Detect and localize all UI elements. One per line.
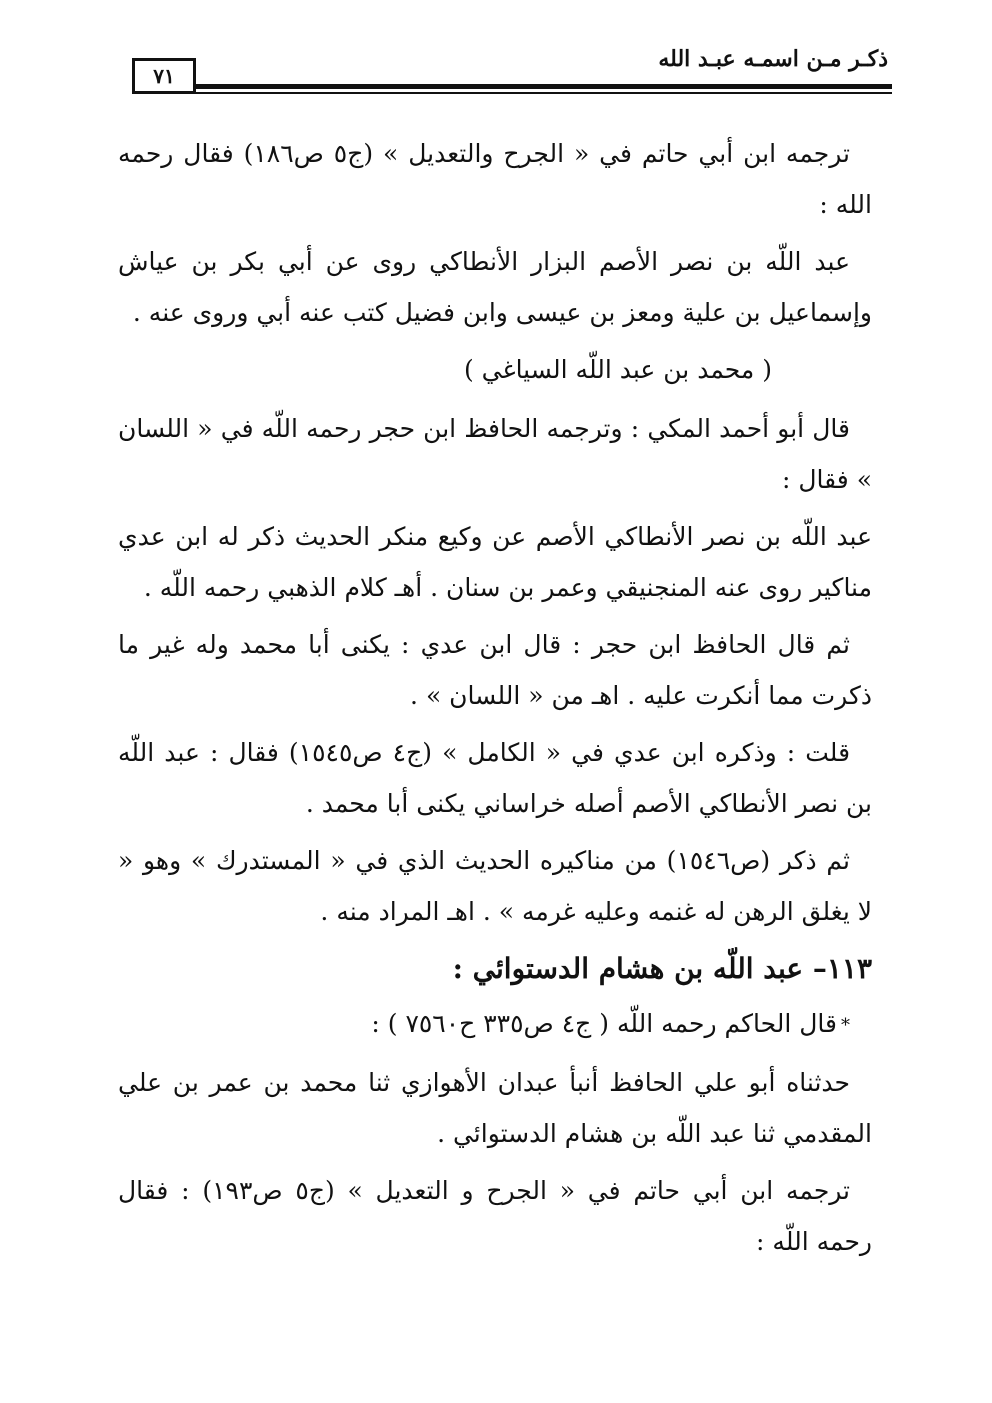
paragraph-8 [118,998,872,1051]
running-title: ذكـر مـن اسمـه عبـد الله [658,46,888,72]
paragraph-4: عبد اللّه بن نصر الأنطاكي الأصم عن وكيع منكر الحديث ذكر له ابن عدي مناكير روى عنه المنجنيقي وعمر بن سنان . أهـ كلام الذهبي رحمه اللّه . [118,522,872,602]
paragraph-6: قلت : وذكره ابن عدي في « الكامل » (ج٤ ص١٥٤٥) فقال : عبد اللّه بن نصر الأنطاكي الأصم أصله خراساني يكنى أبا محمد . [118,738,872,818]
paragraph-7: ثم ذكر (ص١٥٤٦) من مناكيره الحديث الذي في « المستدرك » وهو « لا يغلق الرهن له غنمه وعليه غرمه » . اهـ المراد منه . [118,846,872,926]
paragraph-3: قال أبو أحمد المكي : وترجمه الحافظ ابن حجر رحمه اللّه في « اللسان » فقال : [118,414,872,494]
header-rule-thick [196,84,892,89]
paragraph-1: ترجمه ابن أبي حاتم في « الجرح والتعديل » (ج٥ ص١٨٦) فقال رحمه الله : [118,139,872,219]
page-number-box [132,58,196,94]
paragraph-5: ثم قال الحافظ ابن حجر : قال ابن عدي : يكنى أبا محمد وله غير ما ذكرت مما أنكرت عليه . اهـ من « اللسان » . [118,630,872,710]
paragraph-10: ترجمه ابن أبي حاتم في « الجرح و التعديل » (ج٥ ص١٩٣) : فقال رحمه اللّه : [118,1176,872,1256]
page-number: ٧١ [153,64,175,88]
page-header [128,40,892,110]
paragraph-8-text: قال الحاكم رحمه اللّه ( ج٤ ص٣٣٥ ح٧٥٦٠ ) : [371,1009,837,1038]
signature-line: ( محمد بن عبد اللّه السياغي ) [463,355,772,384]
paragraph-9: حدثناه أبو علي الحافظ أنبأ عبدان الأهوازي ثنا محمد بن عمر بن علي المقدمي ثنا عبد اللّه بن هشام الدستوائي . [118,1068,872,1148]
header-rule-thin [196,92,892,94]
paragraph-2: عبد اللّه بن نصر الأصم البزار الأنطاكي روى عن أبي بكر بن عياش وإسماعيل بن علية ومعز بن عيسى وابن فضيل كتب عنه أبي وروى عنه . [118,247,872,327]
entry-heading: ١١٣– عبد اللّه بن هشام الدستوائي : [452,952,872,985]
body-text [118,128,872,1273]
asterisk-mark: * [841,1015,850,1036]
